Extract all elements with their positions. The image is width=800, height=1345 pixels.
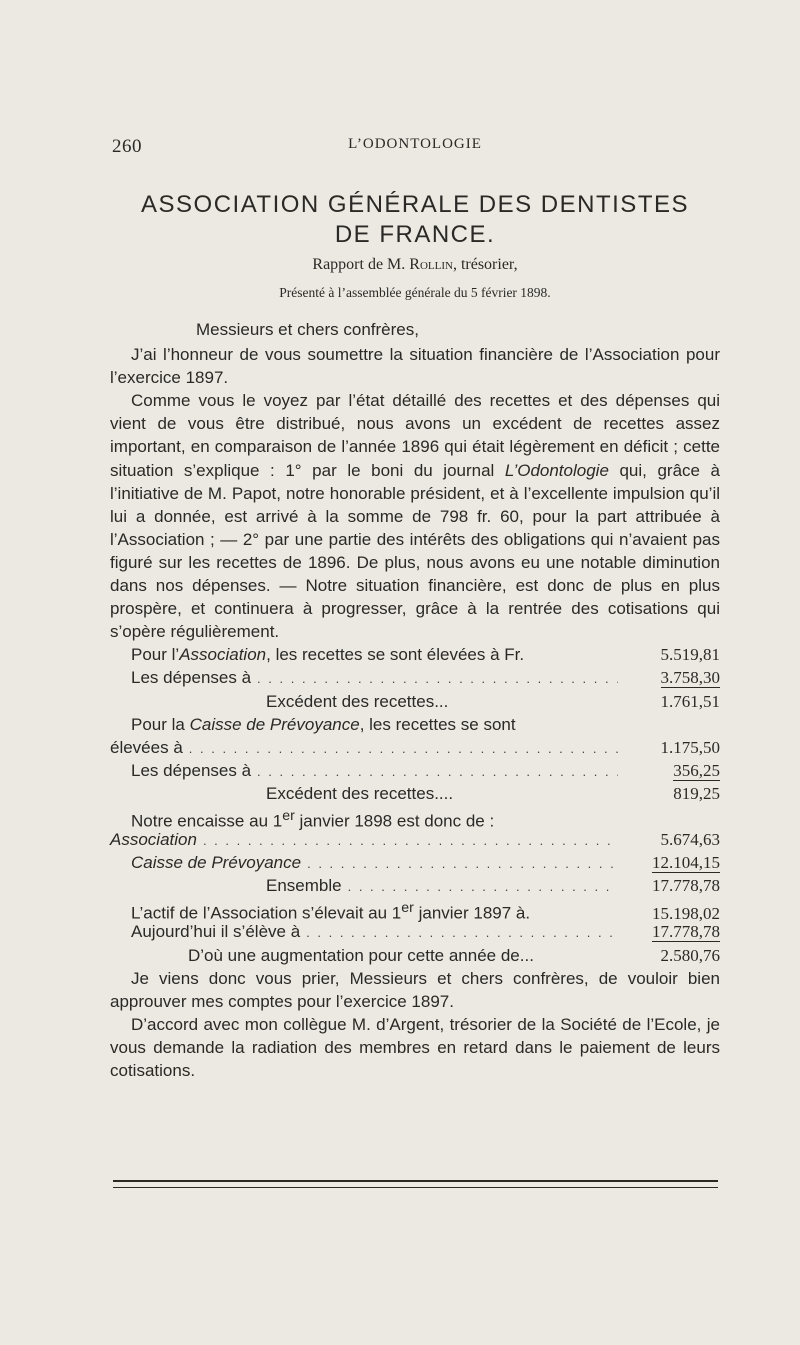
- caisse-expenses-label: Les dépenses à: [131, 760, 252, 780]
- assoc-receipts-label: [131, 643, 524, 666]
- paragraph-3: Je viens donc vous prier, Messieurs et chers confrères, de vouloir bien approuver mes comptes pour l’exercice 1897.: [110, 968, 720, 1011]
- presented-note: Présenté à l’assemblée générale du 5 février 1898.: [279, 285, 551, 300]
- assoc-expenses-row: [110, 666, 720, 689]
- dot-leader: [306, 921, 618, 944]
- dot-leader: [257, 760, 618, 783]
- caisse-excess-row: [110, 782, 720, 805]
- total-amount: 17.778,78: [652, 876, 720, 896]
- paragraph-4: D’accord avec mon collègue M. d’Argent, trésorier de la Société de l’Ecole, je vous demande la radiation des membres en retard dans le paiement de leurs cotisations.: [110, 1014, 720, 1080]
- actif-1897-amount: 15.198,02: [652, 904, 720, 923]
- actif-today-amount-cell: [624, 920, 720, 943]
- paragraph-1: J’ai l’honneur de vous soumettre la situation financière de l’Association pour l’exercice 1897.: [110, 345, 720, 388]
- assoc-receipts-amount: 5.519,81: [660, 645, 720, 665]
- caisse-receipts-label: élevées à: [110, 737, 183, 757]
- actif-1897-pre: L’actif de l’Association s’élevait au 1: [131, 904, 402, 923]
- byline-prefix: Rapport de M.: [312, 256, 410, 273]
- paragraph-2-text-b: qui, grâce à l’initiative de M. Papot, notre honorable président, et à l’excellente impulsion qu’il lui a donnée, est arrivé à la somme de 798 fr. 60, pour la part attribuée à l’Association ; — 2° par une partie des intérêts des obligations qui n’avaient pas figuré sur les recettes de 1896. De plus, nous avons eu une notable diminution dans nos dépenses. — Notre situation financière, est donc de plus en plus prospère, et continuera à progresser, grâce à la rentrée des cotisations qui s’opère régulièrement.: [110, 460, 721, 642]
- total-label: Ensemble: [266, 876, 342, 896]
- cash-intro-pre: Notre encaisse au 1: [131, 811, 283, 831]
- actif-1897-row: [110, 897, 720, 923]
- salutation: Messieurs et chers confrères,: [196, 320, 419, 339]
- cash-caisse-amount-cell: [624, 851, 720, 874]
- actif-today-label: Aujourd’hui il s’élève à: [131, 922, 301, 942]
- assoc-excess-label: Excédent des recettes...: [266, 691, 449, 711]
- cash-intro-row: [110, 805, 720, 831]
- assoc-expenses-amount-cell: [624, 666, 720, 689]
- cash-caisse-row: [110, 851, 720, 874]
- caisse-receipts-amount: 1.175,50: [660, 737, 720, 757]
- dot-leader: [189, 737, 618, 760]
- page-number: 260: [112, 136, 142, 157]
- actif-1897-sup: er: [401, 900, 414, 917]
- paragraph-2-text-a: Comme vous le voyez par l’état détaillé des recettes et des dépenses qui vient de vous être distribué, nous avons un excédent de recettes assez important, en comparaison de l’année 1896 qui était légèrement en déficit ; cette situation s’explique : 1° par le boni du journal: [110, 391, 720, 480]
- page-header: [112, 136, 718, 160]
- caisse-expenses-row: [110, 759, 720, 782]
- running-title: L’ODONTOLOGIE: [348, 136, 482, 152]
- cash-assoc-label: Association: [110, 830, 197, 850]
- cash-caisse-amount: 12.104,15: [652, 853, 720, 873]
- cash-intro-sup: er: [282, 807, 295, 824]
- dot-leader: [203, 829, 618, 852]
- caisse-expenses-amount-cell: [624, 759, 720, 782]
- article-title: [90, 190, 740, 250]
- caisse-intro-post: , les recettes se sont: [359, 714, 516, 734]
- increase-row: [110, 944, 720, 967]
- caisse-intro-label: [131, 713, 516, 736]
- assoc-excess-row: [110, 690, 720, 713]
- assoc-receipts-italic: Association: [179, 645, 267, 665]
- actif-1897-post: janvier 1897 à.: [413, 904, 531, 923]
- title-line-2: DE FRANCE.: [334, 221, 496, 248]
- assoc-excess-amount: 1.761,51: [660, 691, 720, 711]
- cash-assoc-amount: 5.674,63: [660, 830, 720, 850]
- caisse-receipts-row: [110, 736, 720, 759]
- dot-leader: [257, 667, 618, 690]
- caisse-intro-pre: Pour la: [131, 714, 190, 734]
- journal-title: L’Odontologie: [504, 460, 609, 480]
- actif-today-amount: 17.778,78: [652, 922, 720, 942]
- assoc-receipts-post: , les recettes se sont élevées à Fr.: [266, 645, 525, 665]
- dot-leader: [348, 875, 618, 898]
- cash-intro-post: janvier 1898 est donc de :: [294, 811, 495, 831]
- assoc-expenses-amount: 3.758,30: [660, 668, 720, 688]
- title-line-1: ASSOCIATION GÉNÉRALE DES DENTISTES: [141, 191, 689, 218]
- byline-suffix: , trésorier,: [452, 256, 518, 273]
- caisse-intro-italic: Caisse de Prévoyance: [189, 714, 360, 734]
- assoc-receipts-row: [110, 643, 720, 666]
- report-byline: [112, 256, 718, 274]
- total-row: [110, 874, 720, 897]
- footer-rule: [113, 1180, 718, 1188]
- caisse-intro-row: [110, 713, 720, 736]
- paragraph-2: [110, 389, 720, 643]
- assoc-expenses-label: Les dépenses à: [131, 668, 252, 688]
- increase-label: D’où une augmentation pour cette année de...: [188, 945, 534, 965]
- cash-caisse-label: Caisse de Prévoyance: [131, 853, 302, 873]
- actif-today-row: [110, 920, 720, 943]
- caisse-excess-label: Excédent des recettes....: [266, 783, 454, 803]
- author-name: Rollin: [409, 256, 453, 273]
- increase-amount: 2.580,76: [660, 945, 720, 965]
- caisse-excess-amount: 819,25: [673, 783, 720, 803]
- dot-leader: [307, 852, 618, 875]
- assoc-receipts-pre: Pour l’: [131, 645, 180, 665]
- report-body: [110, 318, 720, 1082]
- caisse-expenses-amount: 356,25: [673, 760, 720, 780]
